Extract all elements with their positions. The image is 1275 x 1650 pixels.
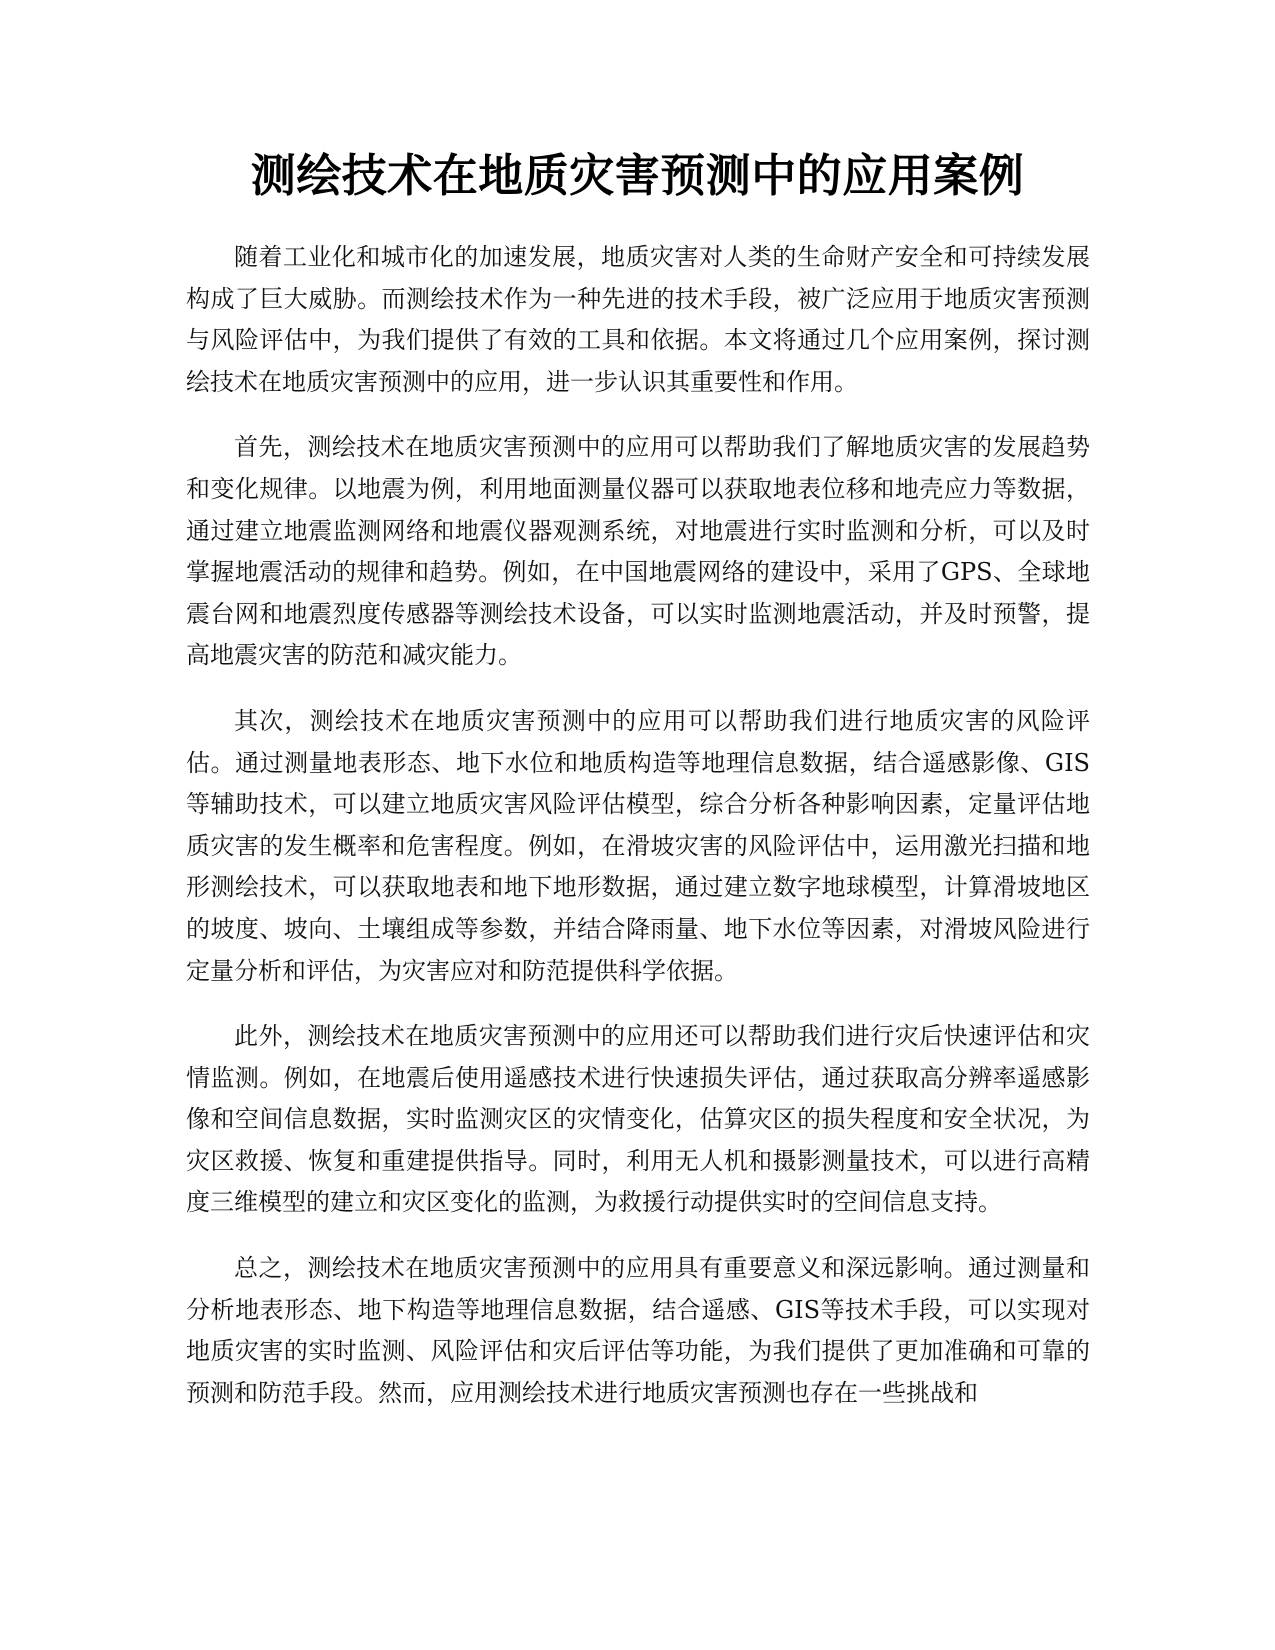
paragraph-moreover: 此外，测绘技术在地质灾害预测中的应用还可以帮助我们进行灾后快速评估和灾情监测。例如，在地震后使用遥感技术进行快速损失评估，通过获取高分辨率遥感影像和空间信息数据，实时监测灾区的灾情变化，估算灾区的损失程度和安全状况，为灾区救援、恢复和重建提供指导。同时，利用无人机和摄影测量技术，可以进行高精度三维模型的建立和灾区变化的监测，为救援行动提供实时的空间信息支持。 xyxy=(186,1022,1090,1217)
document-title: 测绘技术在地质灾害预测中的应用案例 xyxy=(250,149,1025,202)
paragraph-first: 首先，测绘技术在地质灾害预测中的应用可以帮助我们了解地质灾害的发展趋势和变化规律。以地震为例，利用地面测量仪器可以获取地表位移和地壳应力等数据，通过建立地震监测网络和地震仪器观测系统，对地震进行实时监测和分析，可以及时掌握地震活动的规律和趋势。例如，在中国地震网络的建设中，采用了GPS、全球地震台网和地震烈度传感器等测绘技术设备，可以实时监测地震活动，并及时预警，提高地震灾害的防范和减灾能力。 xyxy=(186,433,1090,670)
paragraph-conclusion: 总之，测绘技术在地质灾害预测中的应用具有重要意义和深远影响。通过测量和分析地表形态、地下构造等地理信息数据，结合遥感、GIS等技术手段，可以实现对地质灾害的实时监测、风险评估和灾后评估等功能，为我们提供了更加准确和可靠的预测和防范手段。然而，应用测绘技术进行地质灾害预测也存在一些挑战和 xyxy=(186,1254,1090,1407)
paragraph-intro: 随着工业化和城市化的加速发展，地质灾害对人类的生命财产安全和可持续发展构成了巨大威胁。而测绘技术作为一种先进的技术手段，被广泛应用于地质灾害预测与风险评估中，为我们提供了有效的工具和依据。本文将通过几个应用案例，探讨测绘技术在地质灾害预测中的应用，进一步认识其重要性和作用。 xyxy=(186,243,1090,396)
document-body xyxy=(186,237,1090,1438)
paragraph-second: 其次，测绘技术在地质灾害预测中的应用可以帮助我们进行地质灾害的风险评估。通过测量地表形态、地下水位和地质构造等地理信息数据，结合遥感影像、GIS等辅助技术，可以建立地质灾害风险评估模型，综合分析各种影响因素，定量评估地质灾害的发生概率和危害程度。例如，在滑坡灾害的风险评估中，运用激光扫描和地形测绘技术，可以获取地表和地下地形数据，通过建立数字地球模型，计算滑坡地区的坡度、坡向、土壤组成等参数，并结合降雨量、地下水位等因素，对滑坡风险进行定量分析和评估，为灾害应对和防范提供科学依据。 xyxy=(186,706,1090,985)
